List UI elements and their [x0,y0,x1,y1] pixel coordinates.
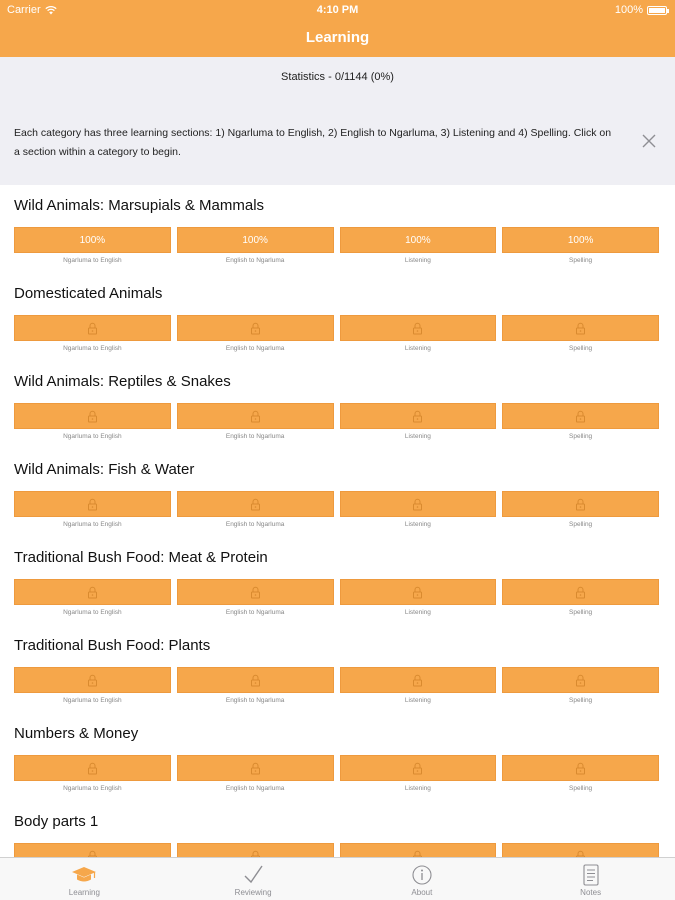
lock-icon [250,498,261,511]
section-group [14,315,659,352]
lock-icon [87,322,98,335]
section-item [340,403,497,440]
locked-section-button[interactable] [177,755,334,781]
section-item [340,579,497,616]
category-row [0,625,675,713]
section-label: Ngarluma to English [63,433,122,440]
section-item [177,755,334,792]
locked-section-button[interactable] [177,667,334,693]
lock-icon [412,322,423,335]
lock-icon [250,586,261,599]
locked-section-button[interactable] [14,667,171,693]
lock-icon [412,498,423,511]
tab-reviewing[interactable] [169,858,338,900]
category-row [0,185,675,273]
category-row [0,713,675,801]
lock-icon [87,674,98,687]
section-group [14,403,659,440]
graduation-cap-icon [71,864,97,886]
category-title: Domesticated Animals [14,285,163,302]
section-item [14,315,171,352]
section-label: Spelling [569,345,593,352]
battery-percent: 100% [614,4,643,16]
section-item [177,579,334,616]
section-item [14,667,171,704]
locked-section-button[interactable] [340,755,497,781]
category-title: Traditional Bush Food: Meat & Protein [14,549,268,566]
close-icon[interactable] [641,133,657,149]
section-label: Spelling [569,609,593,616]
tab-notes[interactable] [506,858,675,900]
lock-icon [412,674,423,687]
tab-label: About [411,888,433,897]
tab-label: Reviewing [234,888,272,897]
section-item [502,315,659,352]
section-label: Ngarluma to English [63,785,122,792]
section-item [177,227,334,264]
section-label: Listening [404,345,431,352]
lock-icon [250,410,261,423]
section-label: English to Ngarluma [225,345,285,352]
tab-about[interactable] [338,858,507,900]
section-button[interactable] [177,227,334,253]
lock-icon [575,410,586,423]
lock-icon [87,586,98,599]
lock-icon [575,762,586,775]
lock-icon [575,674,586,687]
section-button[interactable] [502,227,659,253]
lock-icon [412,586,423,599]
section-label: Spelling [569,257,593,264]
section-label: Spelling [569,433,593,440]
locked-section-button[interactable] [502,579,659,605]
section-item [340,491,497,528]
category-title: Body parts 1 [14,813,99,830]
progress-text: 100% [242,234,268,246]
header [0,0,675,57]
section-label: English to Ngarluma [225,521,285,528]
category-row [0,449,675,537]
status-battery [615,4,667,16]
section-item [177,403,334,440]
progress-text: 100% [79,234,106,246]
locked-section-button[interactable] [177,579,334,605]
locked-section-button[interactable] [340,315,497,341]
locked-section-button[interactable] [502,755,659,781]
section-button[interactable] [340,227,497,253]
section-label: Listening [404,521,431,528]
statistics-text: Statistics - 0/1144 (0%) [281,71,394,83]
progress-text: 100% [567,234,594,246]
section-label: English to Ngarluma [225,257,285,264]
section-item [14,227,171,264]
category-title: Wild Animals: Reptiles & Snakes [14,373,231,390]
section-label: Ngarluma to English [63,521,122,528]
locked-section-button[interactable] [502,403,659,429]
category-row [0,537,675,625]
lock-icon [87,410,98,423]
status-time: 4:10 PM [316,4,359,16]
section-item [502,227,659,264]
battery-icon [647,6,667,15]
locked-section-button[interactable] [14,491,171,517]
category-list[interactable] [0,185,675,857]
section-item [502,403,659,440]
locked-section-button[interactable] [502,315,659,341]
locked-section-button[interactable] [340,579,497,605]
section-item [502,755,659,792]
lock-icon [87,498,98,511]
section-item [177,315,334,352]
category-title: Wild Animals: Marsupials & Mammals [14,197,265,214]
lock-icon [575,498,586,511]
section-item [14,579,171,616]
lock-icon [412,762,423,775]
instructions-text: Each category has three learning sections: 1) Ngarluma to English, 2) English to Ngarluma, 3) Listening and 4) Spelling. Click on a section within a category to begin. [14,127,612,158]
category-row [0,361,675,449]
section-item [14,755,171,792]
section-label: Listening [404,433,431,440]
section-label: Ngarluma to English [63,697,122,704]
section-button[interactable] [14,227,171,253]
section-item [502,579,659,616]
section-item [502,667,659,704]
section-label: Ngarluma to English [63,609,122,616]
section-label: English to Ngarluma [225,609,285,616]
category-title: Wild Animals: Fish & Water [14,461,195,478]
section-label: Ngarluma to English [63,345,122,352]
locked-section-button[interactable] [177,403,334,429]
locked-section-button[interactable] [340,667,497,693]
section-label: Ngarluma to English [63,257,122,264]
category-title: Numbers & Money [14,725,139,742]
section-label: Spelling [569,521,593,528]
lock-icon [412,410,423,423]
section-item [502,491,659,528]
category-row [0,273,675,361]
locked-section-button[interactable] [177,315,334,341]
section-item [177,491,334,528]
section-group [14,491,659,528]
page-title: Learning [305,29,370,46]
category-title: Traditional Bush Food: Plants [14,637,211,654]
section-label: Listening [404,609,431,616]
section-label: English to Ngarluma [225,785,285,792]
lock-icon [575,586,586,599]
section-group [14,755,659,792]
section-label: English to Ngarluma [225,697,285,704]
locked-section-button[interactable] [14,579,171,605]
progress-text: 100% [405,234,431,246]
locked-section-button[interactable] [502,491,659,517]
section-group [14,227,659,264]
lock-icon [250,674,261,687]
carrier-label: Carrier [7,4,41,16]
lock-icon [87,762,98,775]
locked-section-button[interactable] [14,755,171,781]
tab-label: Notes [580,888,602,897]
section-label: Listening [404,697,431,704]
lock-icon [250,762,261,775]
info-icon [409,864,435,886]
section-item [177,667,334,704]
checkmark-icon [240,864,266,886]
locked-section-button[interactable] [340,403,497,429]
locked-section-button[interactable] [177,491,334,517]
tab-learning[interactable] [0,858,169,900]
section-item [14,403,171,440]
tab-bar [0,857,675,900]
section-label: English to Ngarluma [225,433,285,440]
lock-icon [575,322,586,335]
section-item [340,755,497,792]
section-item [340,315,497,352]
stats-panel [0,57,675,185]
tab-label: Learning [68,888,100,897]
section-label: Listening [404,785,431,792]
locked-section-button[interactable] [502,667,659,693]
lock-icon [250,322,261,335]
locked-section-button[interactable] [14,315,171,341]
section-item [340,227,497,264]
section-group [14,667,659,704]
section-group [14,579,659,616]
status-bar [0,0,675,20]
locked-section-button[interactable] [14,403,171,429]
notes-icon [578,864,604,886]
section-label: Spelling [569,785,593,792]
section-label: Spelling [569,697,593,704]
section-item [340,667,497,704]
section-label: Listening [404,257,431,264]
section-item [14,491,171,528]
locked-section-button[interactable] [340,491,497,517]
